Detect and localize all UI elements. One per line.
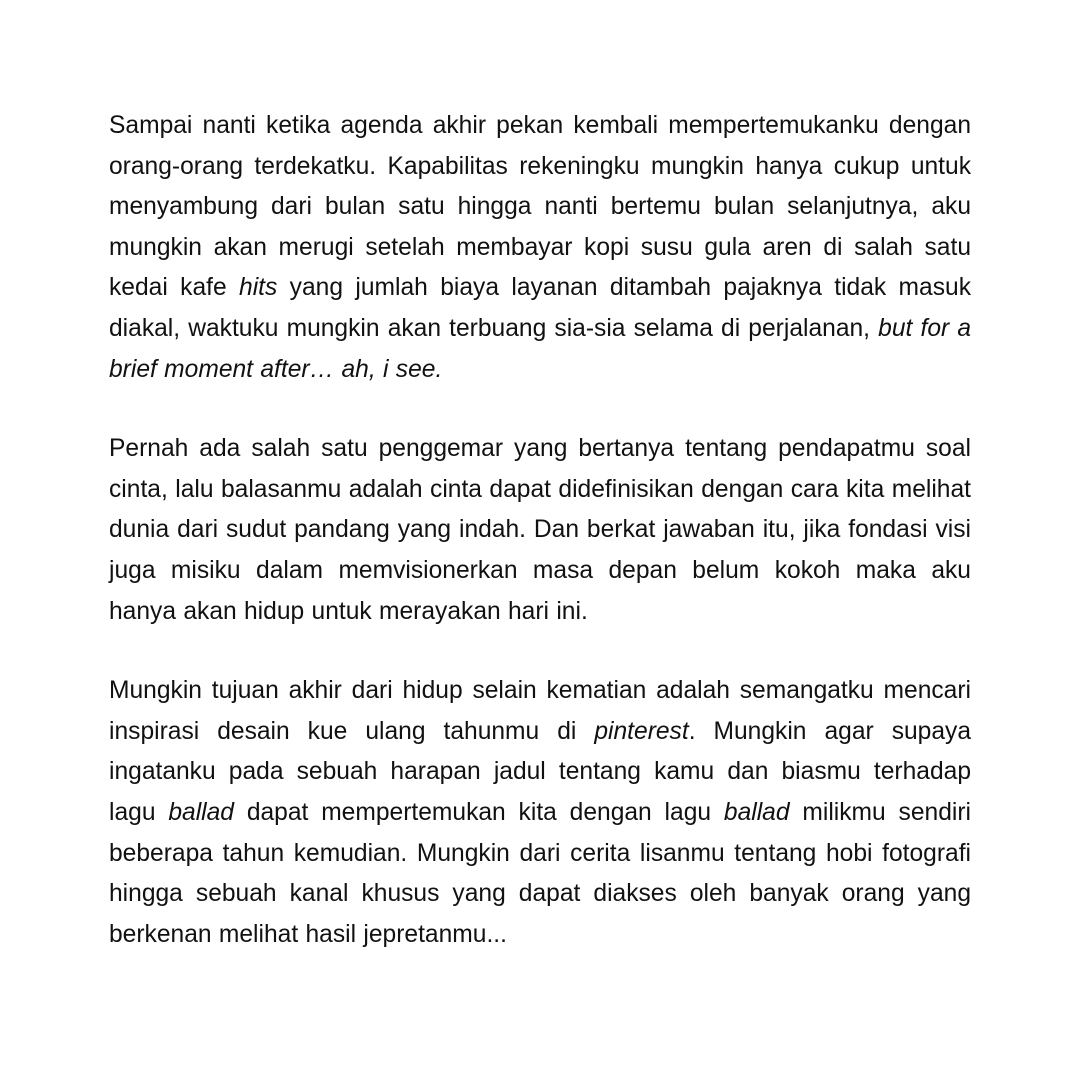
italic-text-segment: pinterest: [594, 717, 689, 745]
text-segment: Sampai nanti ketika agenda akhir pekan kembali mempertemukanku dengan orang-orang terdekatku. Kapabilitas rekeningku mungkin hanya cukup untuk menyambung dari bulan satu hingga nanti bertemu bulan selanjutnya, aku mungkin akan merugi setelah membayar kopi susu gula aren di salah satu kedai kafe: [109, 112, 971, 302]
paragraph-2: [109, 429, 971, 632]
text-segment: dapat mempertemukan kita dengan lagu: [233, 798, 724, 826]
paragraph-1: [109, 106, 971, 390]
italic-text-segment: hits: [239, 274, 278, 302]
italic-text-segment: ballad: [723, 798, 790, 826]
text-segment: Mungkin tujuan akhir dari hidup selain kematian adalah semangatku mencari inspirasi desain kue ulang tahunmu di: [109, 677, 971, 745]
paragraph-3: [109, 671, 971, 955]
italic-text-segment: but for a brief moment after… ah, i see.: [109, 314, 972, 383]
text-segment: . Mungkin agar supaya ingatanku pada sebuah harapan jadul tentang kamu dan biasmu terhadap lagu: [109, 717, 972, 826]
text-segment: Pernah ada salah satu penggemar yang bertanya tentang pendapatmu soal cinta, lalu balasanmu adalah cinta dapat didefinisikan dengan cara kita melihat dunia dari sudut pandang yang indah. Dan berkat jawaban itu, jika fondasi visi juga misiku dalam memvisionerkan masa depan belum kokoh maka aku hanya akan hidup untuk merayakan hari ini.: [109, 435, 971, 625]
text-segment: milikmu sendiri beberapa tahun kemudian. Mungkin dari cerita lisanmu tentang hobi fotografi hingga sebuah kanal khusus yang dapat diakses oleh banyak orang yang berkenan melihat hasil jepretanmu...: [109, 798, 971, 948]
italic-text-segment: ballad: [168, 798, 234, 826]
text-segment: yang jumlah biaya layanan ditambah pajaknya tidak masuk diakal, waktuku mungkin akan terbuang sia-sia selama di perjalanan,: [109, 274, 971, 342]
text-block: [109, 106, 971, 955]
